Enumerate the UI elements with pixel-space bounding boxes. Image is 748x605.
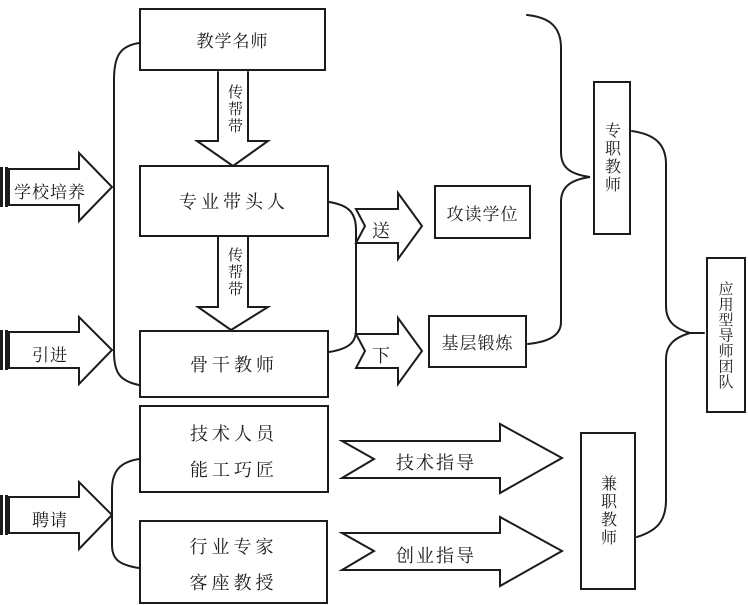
- node-industry-experts: [139, 520, 328, 604]
- introduce-label: 引进: [32, 346, 68, 366]
- node-label: 教学名师: [196, 32, 269, 52]
- mentoring-label-top: 传帮带: [226, 84, 244, 135]
- node-label: 客座教授: [189, 573, 278, 594]
- node-label: 能工巧匠: [190, 460, 278, 481]
- node-applied-mentor-team: [706, 257, 746, 413]
- send-label: 送: [372, 221, 390, 242]
- node-label: 技术人员: [190, 424, 278, 445]
- node-label: 应用型导师团队: [716, 280, 735, 390]
- mid-right-bracket: [329, 202, 356, 352]
- node-grassroots-training: [428, 315, 527, 368]
- team-brace: [632, 131, 690, 537]
- node-pursue-degree: [434, 185, 531, 239]
- introduce-arrow-tail-bar: [0, 330, 3, 370]
- hire-label: 聘请: [32, 511, 68, 531]
- fulltime-brace: [527, 15, 590, 344]
- hire-group-bracket: [112, 459, 139, 568]
- node-technical-staff: [139, 405, 329, 493]
- node-parttime-teachers: [580, 432, 636, 590]
- node-teaching-master: [139, 8, 326, 71]
- node-label: 攻读学位: [446, 204, 519, 225]
- node-label: 行业专家: [189, 537, 278, 558]
- node-professional-leader: [139, 165, 329, 237]
- node-label: 兼职教师: [598, 475, 618, 547]
- school-cultivation-label: 学校培养: [14, 183, 86, 203]
- node-label: 基层锻炼: [441, 334, 514, 354]
- left-group-bracket: [114, 43, 139, 385]
- mentoring-label-bottom: 传帮带: [226, 247, 244, 298]
- node-backbone-teacher: [139, 330, 329, 398]
- technical-guidance-label: 技术指导: [396, 453, 476, 474]
- node-label: 专业带头人: [179, 192, 289, 213]
- entrepreneurship-guidance-label: 创业指导: [396, 546, 476, 567]
- node-label: 骨干教师: [190, 355, 278, 376]
- school-arrow-tail-bar: [0, 167, 3, 207]
- down-label: 下: [372, 346, 390, 367]
- node-fulltime-teachers: [593, 81, 631, 235]
- node-label: 专职教师: [602, 122, 622, 194]
- hire-arrow-tail-bar: [0, 495, 3, 535]
